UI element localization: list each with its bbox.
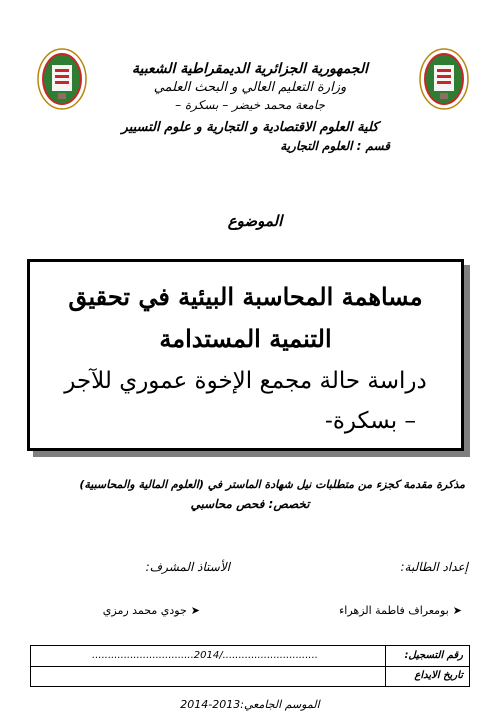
university-logo-left (36, 47, 88, 111)
university-logo-right (418, 47, 470, 111)
supervisor-label: الأستاذ المشرف: (145, 560, 230, 574)
department-line: قسم : العلوم التجارية (280, 139, 390, 153)
specialization-text: تخصص: فحص محاسبي (190, 497, 310, 511)
registration-table (30, 645, 470, 687)
registration-number-value: ................................2014/.............................. (92, 650, 318, 661)
student-entry (292, 599, 462, 618)
title-line-1: مساهمة المحاسبة البيئية في تحقيق (68, 282, 423, 311)
arrow-bullet-icon: ➤ (190, 604, 200, 617)
deposit-date-label: تاريخ الايداع (385, 666, 469, 686)
registration-number-label: رقم التسجيل: (385, 646, 469, 666)
subject-label: الموضوع (227, 212, 283, 230)
registration-row (31, 646, 469, 667)
arrow-bullet-icon: ➤ (452, 604, 462, 617)
title-line-2: التنمية المستدامة (159, 324, 332, 353)
ministry-line: وزارة التعليم العالي و البحث العلمي (153, 80, 347, 95)
memo-text: مذكرة مقدمة كجزء من متطلبات نيل شهادة الماستر في (العلوم المالية والمحاسبية) (79, 478, 465, 491)
faculty-line: كلية العلوم الاقتصادية و التجارية و علوم التسيير (121, 120, 379, 135)
supervisor-entry (60, 599, 200, 618)
title-box (27, 259, 464, 451)
deposit-row (31, 666, 469, 686)
university-line: جامعة محمد خيضر – بسكرة – (175, 98, 325, 112)
title-line-3: دراسة حالة مجمع الإخوة عموري للآجر (64, 368, 427, 394)
deposit-date-value (31, 666, 379, 686)
academic-season: الموسم الجامعي:2013-2014 (180, 698, 320, 711)
title-line-4: – بسكرة- (325, 408, 416, 434)
supervisor-name: جودي محمد رمزي (102, 604, 187, 617)
student-label: إعداد الطالبة: (400, 560, 468, 574)
republic-line: الجمهورية الجزائرية الديمقراطية الشعبية (131, 61, 368, 77)
student-name: بومعراف فاطمة الزهراء (339, 604, 449, 617)
